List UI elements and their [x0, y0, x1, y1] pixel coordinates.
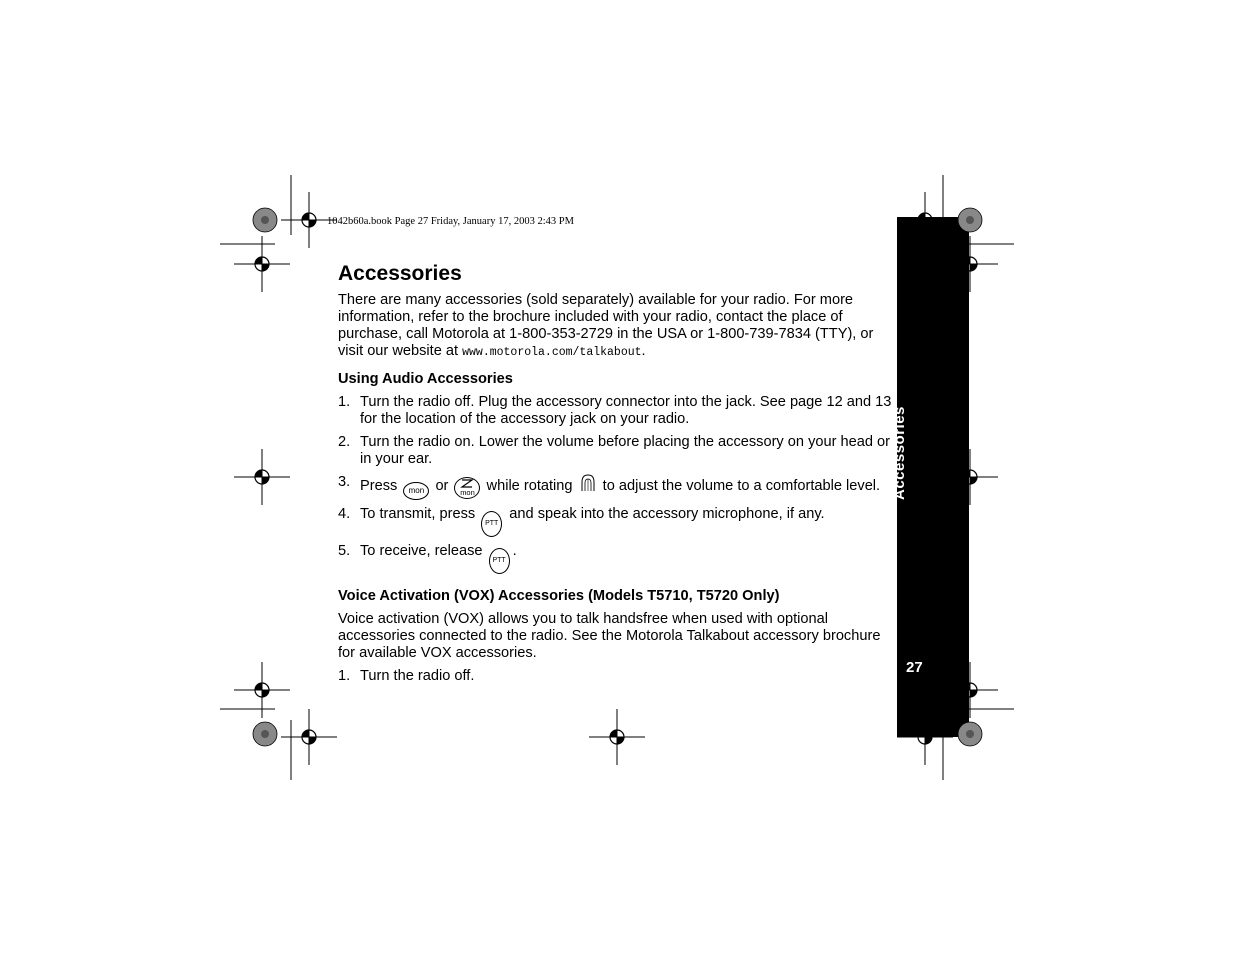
step-number: 4.	[338, 506, 351, 522]
step-text: and speak into the accessory microphone, if any.	[509, 506, 825, 522]
intro-end: .	[641, 343, 646, 359]
vox-paragraph: Voice activation (VOX) allows you to talk handsfree when used with optional accessories connected to the radio. See the Motorola Talkabout accessory brochure for available VOX accessories.	[338, 611, 881, 661]
ptt-button-icon: PTT	[489, 548, 510, 574]
step-text: while rotating	[486, 478, 573, 494]
step-text: To transmit, press	[360, 506, 476, 522]
step-text: To receive, release	[360, 543, 483, 559]
mon-alt-button-icon: mon	[454, 477, 480, 499]
step-number: 5.	[338, 543, 351, 559]
step-text: Turn the radio off. Plug the accessory connector into the jack. See page 12 and 13 for the location of the accessory jack on your radio.	[360, 394, 892, 427]
step-number: 2.	[338, 434, 351, 450]
website-link[interactable]: www.motorola.com/talkabout	[462, 346, 642, 359]
mon-button-icon: mon	[403, 482, 429, 500]
ptt-button-icon: PTT	[481, 511, 502, 537]
audio-accessories-heading: Using Audio Accessories	[338, 371, 513, 387]
print-header-line: 1042b60a.book Page 27 Friday, January 17, 2003 2:43 PM	[327, 216, 574, 227]
step-text: or	[435, 478, 449, 494]
page-title: Accessories	[338, 262, 462, 285]
step-number: 1.	[338, 668, 351, 684]
page-number: 27	[906, 659, 923, 676]
step-text: .	[512, 543, 517, 559]
vox-accessories-heading: Voice Activation (VOX) Accessories (Models T5710, T5720 Only)	[338, 588, 780, 604]
step-number: 1.	[338, 394, 351, 410]
step-number: 3.	[338, 474, 351, 490]
intro-text: There are many accessories (sold separately) available for your radio. For more information, refer to the brochure included with your radio, contact the place of purchase, call Motorola at 1-800-353-2729 in the USA or 1-800-739-7834 (TTY), or visit our website at	[338, 292, 874, 359]
step-text: Turn the radio on. Lower the volume before placing the accessory on your head or in your ear.	[360, 434, 891, 467]
step-text: Turn the radio off.	[360, 668, 475, 684]
step-text: to adjust the volume to a comfortable level.	[602, 478, 881, 494]
step-text: Press	[360, 478, 398, 494]
